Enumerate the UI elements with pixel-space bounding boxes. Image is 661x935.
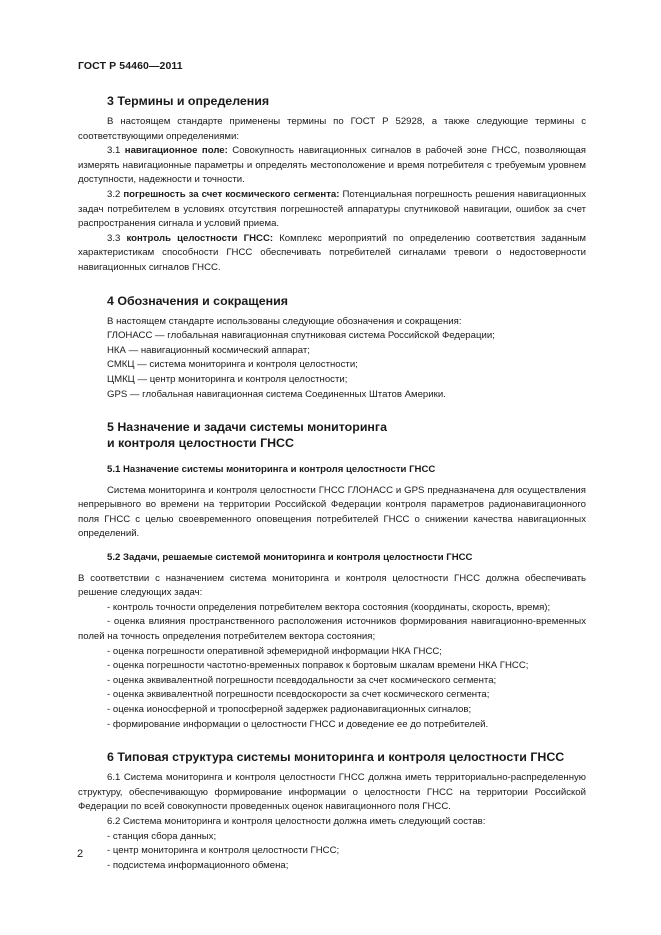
abbr-item: GPS — глобальная навигационная система Соединенных Штатов Америки. xyxy=(107,388,446,400)
abbr-item: НКА — навигационный космический аппарат; xyxy=(107,344,310,356)
term-name: контроль целостности ГНСС: xyxy=(126,232,274,244)
abbr-item: ГЛОНАСС — глобальная навигационная спутниковая система Российской Федерации; xyxy=(107,330,495,342)
composition-item: - станция сбора данных; xyxy=(107,830,217,842)
term-number: 3.1 xyxy=(107,145,125,157)
composition-item: - центр мониторинга и контроля целостности ГНСС; xyxy=(107,845,340,857)
document-header: ГОСТ Р 54460—2011 xyxy=(78,60,183,72)
term-definition: Потенциальная погрешность решения навигационных задач потребителем в условиях отсутствия погрешностей аппаратуры спутниковой навигации, ошибок за счет распространения сигнала и условий приема. xyxy=(78,188,586,230)
term-3-1 xyxy=(78,144,586,188)
task-item: - формирование информации о целостности ГНСС и доведение ее до потребителей. xyxy=(107,718,489,730)
task-item: - оценка влияния пространственного расположения источников формирования навигационно-временных полей на точность определения потребителем вектора состояния; xyxy=(78,616,586,643)
section-5-title-line1: 5 Назначение и задачи системы мониторинга xyxy=(107,420,387,435)
term-name: погрешность за счет космического сегмента: xyxy=(123,188,340,200)
term-definition: Совокупность навигационных сигналов в рабочей зоне ГНСС, позволяющая измерять навигационные параметры и определять местоположение и время потребителя с требуемым уровнем доступности, надежности и точности. xyxy=(78,145,587,186)
task-item: - оценка эквивалентной погрешности псевдодальности за счет космического сегмента; xyxy=(107,674,497,686)
section-6-title: 6 Типовая структура системы мониторинга и контроля целостности ГНСС xyxy=(107,750,565,765)
section-5-title-line2: и контроля целостности ГНСС xyxy=(107,436,294,451)
task-item: - оценка погрешности оперативной эфемеридной информации НКА ГНСС; xyxy=(107,645,442,657)
term-name: навигационное поле: xyxy=(124,145,228,157)
term-number: 3.2 xyxy=(107,188,124,200)
section-3-title: 3 Термины и определения xyxy=(107,94,270,108)
composition-item: - подсистема информационного обмена; xyxy=(107,859,289,871)
task-item: - оценка погрешности частотно-временных поправок к бортовым шкалам времени НКА ГНСС; xyxy=(107,660,529,672)
subsection-5-2-title: 5.2 Задачи, решаемые системой мониторинга и контроля целостности ГНСС xyxy=(107,552,473,564)
document-body xyxy=(78,93,586,873)
clause-6-2: 6.2 Система мониторинга и контроля целостности должна иметь следующий состав: xyxy=(107,815,486,827)
subsection-5-2-intro: В соответствии с назначением система мониторинга и контроля целостности ГНСС должна обеспечивать решение следующих задач: xyxy=(78,572,586,599)
term-3-2 xyxy=(78,188,586,232)
task-item: - контроль точности определения потребителем вектора состояния (координаты, скорость, время); xyxy=(107,601,551,613)
section-4-intro: В настоящем стандарте использованы следующие обозначения и сокращения: xyxy=(107,315,462,327)
section-3-intro: В настоящем стандарте применены термины по ГОСТ Р 52928, а также следующие термины с соответствующими определениями: xyxy=(78,116,586,142)
page-number: 2 xyxy=(77,848,84,860)
term-number: 3.3 xyxy=(107,232,127,244)
task-item: - оценка эквивалентной погрешности псевдоскорости за счет космического сегмента; xyxy=(107,689,490,701)
clause-6-1: 6.1 Система мониторинга и контроля целостности ГНСС должна иметь территориально-распределенную структуру, обеспечивающую формирование информации о целостности ГНСС на территории Российской Федерации по всей совокупности проведенных оценок навигационного поля ГНСС. xyxy=(78,772,586,813)
abbr-item: СМКЦ — система мониторинга и контроля целостности; xyxy=(107,359,358,371)
subsection-5-1-text: Система мониторинга и контроля целостности ГНСС ГЛОНАСС и GPS предназначена для осуществления непрерывного во времени на территории Российской Федерации контроля параметров радионавигационного поля ГНСС с целью своевременного оповещения потребителей ГНСС о снижении качества навигационных определений. xyxy=(78,484,586,540)
term-3-3 xyxy=(78,232,586,276)
abbr-item: ЦМКЦ — центр мониторинга и контроля целостности; xyxy=(107,373,348,385)
term-definition: Комплекс мероприятий по определению соответствия заданным характеристикам способности ГНСС обеспечивать потребителей сигналами тревоги о недостоверности навигационных сигналов ГНСС. xyxy=(78,232,586,273)
subsection-5-1-title: 5.1 Назначение системы мониторинга и контроля целостности ГНСС xyxy=(107,464,436,476)
section-4-title: 4 Обозначения и сокращения xyxy=(107,293,288,308)
task-item: - оценка ионосферной и тропосферной задержек радионавигационных сигналов; xyxy=(107,704,472,715)
